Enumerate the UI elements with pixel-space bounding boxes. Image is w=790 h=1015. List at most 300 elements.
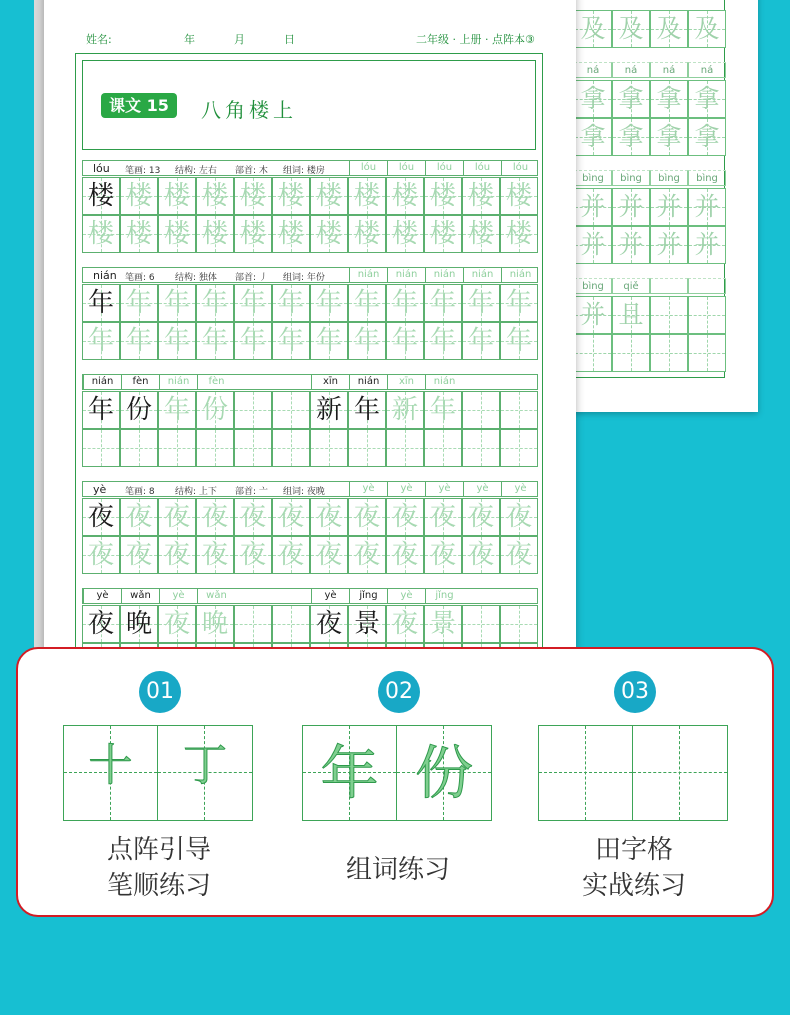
cell-guide-v [519, 606, 520, 642]
cell-char: 楼 [429, 181, 456, 211]
row2-cell [310, 215, 348, 253]
empty-cell [234, 605, 272, 643]
row1-cell [500, 284, 538, 322]
back-cell [612, 80, 650, 118]
feature-number-badge: 01 [139, 671, 181, 713]
cell-char: 夜 [277, 540, 304, 570]
cell-guide-v [481, 606, 482, 642]
back-cell [612, 296, 650, 334]
back-char: 并 [580, 192, 606, 221]
cell-char: 年 [125, 326, 152, 356]
row2-cell [158, 215, 196, 253]
empty-cell [234, 429, 272, 467]
back-pinyin: ná [688, 62, 726, 78]
word-trace-cell [386, 605, 424, 643]
back-cell [650, 118, 688, 156]
worksheet-frame [75, 53, 543, 653]
row1-cell [310, 284, 348, 322]
empty-cell [272, 605, 310, 643]
cell-char: 楼 [391, 181, 418, 211]
feature-3 [538, 649, 778, 919]
cell-char: 夜 [315, 502, 342, 532]
back-char: 拿 [656, 122, 682, 151]
row2-cell [424, 215, 462, 253]
cell-char: 楼 [163, 181, 190, 211]
cell-char: 夜 [467, 540, 494, 570]
cell-char: 夜 [201, 502, 228, 532]
row2-cell [462, 215, 500, 253]
cell-char: 楼 [505, 219, 532, 249]
row1-cell [500, 177, 538, 215]
cell-char: 年 [87, 326, 114, 356]
cell-char: 年 [315, 326, 342, 356]
cell-char: 年 [201, 288, 228, 318]
feature-1 [63, 649, 303, 919]
row1-cell [348, 284, 386, 322]
cell-char: 楼 [315, 181, 342, 211]
back-char: 拿 [618, 84, 644, 113]
word-trace-cell [196, 391, 234, 429]
row2-cell [272, 215, 310, 253]
lesson-title-box [82, 60, 536, 150]
back-pinyin: ná [650, 62, 688, 78]
back-pinyin: qiě [612, 278, 650, 294]
back-cell [574, 334, 612, 372]
word-pinyin: wǎn [121, 589, 159, 603]
cell-char: 楼 [353, 219, 380, 249]
row1-cell [348, 177, 386, 215]
word-cell [82, 605, 120, 643]
book-label: 二年级 · 上册 · 点阵本③ [416, 33, 535, 46]
row2-cell [310, 322, 348, 360]
cell-char: 晚 [201, 609, 228, 639]
row2-cell [348, 322, 386, 360]
cell-guide-v [253, 606, 254, 642]
back-cell [650, 334, 688, 372]
back-char: 拿 [618, 122, 644, 151]
row2-cell [120, 536, 158, 574]
cell-guide-v [519, 430, 520, 466]
cell-char: 景 [429, 609, 456, 639]
cell-char: 份 [201, 395, 228, 425]
empty-cell [386, 429, 424, 467]
year-label: 年 [184, 33, 195, 46]
cell-guide-v [291, 430, 292, 466]
cell-char: 夜 [239, 502, 266, 532]
cell-char: 年 [163, 395, 190, 425]
cell-char: 夜 [87, 609, 114, 639]
row2-cell [386, 536, 424, 574]
back-char: 并 [656, 192, 682, 221]
char-meta: 结构: 上下 [175, 487, 217, 497]
back-cell [688, 118, 726, 156]
row2-cell [234, 536, 272, 574]
back-cell [612, 334, 650, 372]
word-trace-cell [386, 391, 424, 429]
cell-guide-v [669, 297, 670, 333]
pinyin-trace-cell: lóu [501, 161, 539, 175]
row2-cell [234, 215, 272, 253]
row1-cell [120, 498, 158, 536]
empty-cell [462, 429, 500, 467]
cell-char: 夜 [163, 502, 190, 532]
back-cell [650, 188, 688, 226]
empty-cell [158, 429, 196, 467]
lesson-badge: 课文 15 [101, 93, 177, 118]
back-pinyin: ná [612, 62, 650, 78]
row2-cell [120, 215, 158, 253]
row1-cell [272, 284, 310, 322]
demo-dotted-char: 十 [88, 740, 133, 791]
empty-cell [348, 429, 386, 467]
row1-cell [82, 177, 120, 215]
cell-char: 新 [315, 395, 342, 425]
cell-char: 夜 [391, 502, 418, 532]
demo-guide-v [679, 726, 680, 820]
feature-card [16, 647, 774, 917]
feature-2 [302, 649, 542, 919]
row2-cell [348, 536, 386, 574]
row2-cell [500, 215, 538, 253]
word-pinyin-trace: yè [387, 589, 425, 603]
pinyin-trace-cell: yè [387, 482, 425, 496]
word-trace-cell [158, 605, 196, 643]
cell-guide-v [177, 430, 178, 466]
cell-char: 夜 [239, 540, 266, 570]
cell-char: 年 [163, 288, 190, 318]
empty-cell [120, 429, 158, 467]
pinyin-trace-cell: yè [501, 482, 539, 496]
demo-dotted-char: 丁 [183, 740, 227, 791]
back-cell [688, 188, 726, 226]
cell-guide-v [481, 392, 482, 428]
cell-char: 夜 [391, 540, 418, 570]
back-cell [688, 296, 726, 334]
row1-cell [386, 284, 424, 322]
back-char: 拿 [694, 84, 720, 113]
row2-cell [158, 536, 196, 574]
pinyin-line [82, 160, 538, 176]
tian-demo-cell [397, 726, 491, 820]
back-cell [688, 80, 726, 118]
back-pinyin: bìng [574, 278, 612, 294]
empty-cell [272, 391, 310, 429]
empty-cell [462, 605, 500, 643]
cell-char: 楼 [277, 181, 304, 211]
cell-char: 楼 [467, 219, 494, 249]
pinyin-main: nián [93, 269, 117, 282]
cell-char: 年 [277, 288, 304, 318]
char-meta: 部首: 亠 [235, 487, 268, 497]
back-cell [688, 226, 726, 264]
back-char: 及 [580, 14, 606, 43]
char-meta: 笔画: 13 [125, 166, 161, 176]
cell-char: 楼 [125, 181, 152, 211]
cell-char: 年 [315, 288, 342, 318]
word-pinyin: fèn [121, 375, 159, 389]
row2-cell [386, 215, 424, 253]
cell-guide-v [707, 335, 708, 371]
pinyin-trace-cell: nián [501, 268, 539, 282]
cell-char: 夜 [429, 502, 456, 532]
back-cell [574, 296, 612, 334]
word-pinyin-trace: wǎn [197, 589, 235, 603]
cell-char: 年 [353, 326, 380, 356]
back-char: 且 [618, 300, 644, 329]
lesson-title: 八角楼上 [201, 98, 297, 122]
back-cell [612, 188, 650, 226]
word-trace-cell [424, 605, 462, 643]
row1-cell [462, 177, 500, 215]
empty-cell [500, 391, 538, 429]
word-pinyin: xīn [311, 375, 349, 389]
row2-cell [462, 322, 500, 360]
word-pinyin: yè [83, 589, 121, 603]
row1-cell [196, 498, 234, 536]
cell-char: 夜 [353, 502, 380, 532]
feature-caption: 笔顺练习 [106, 871, 211, 901]
pinyin-line [82, 588, 538, 604]
cell-char: 年 [391, 326, 418, 356]
cell-guide-v [443, 430, 444, 466]
back-worksheet-grid [573, 0, 725, 378]
cell-char: 楼 [429, 219, 456, 249]
char-meta: 部首: 丿 [235, 273, 268, 283]
row2-cell [82, 322, 120, 360]
back-cell [650, 226, 688, 264]
back-char: 及 [618, 14, 644, 43]
back-cell [612, 118, 650, 156]
tian-demo-cell [633, 726, 727, 820]
word-cell [120, 605, 158, 643]
word-cell [310, 605, 348, 643]
pinyin-trace-cell: yè [425, 482, 463, 496]
feature-caption: 组词练习 [345, 855, 450, 885]
cell-char: 年 [239, 288, 266, 318]
back-cell [650, 10, 688, 48]
back-pinyin [688, 278, 726, 294]
back-cell [574, 226, 612, 264]
cell-char: 夜 [315, 609, 342, 639]
cell-guide-v [367, 430, 368, 466]
feature-number-badge: 02 [378, 671, 420, 713]
cell-char: 楼 [87, 181, 114, 211]
cell-char: 年 [239, 326, 266, 356]
row1-cell [82, 498, 120, 536]
name-label: 姓名: [86, 33, 112, 46]
row1-cell [424, 284, 462, 322]
row1-cell [424, 177, 462, 215]
pinyin-main: lóu [93, 162, 110, 175]
row1-cell [120, 284, 158, 322]
empty-cell [500, 605, 538, 643]
row1-cell [120, 177, 158, 215]
pinyin-trace-cell: yè [463, 482, 501, 496]
tian-demo-cell [303, 726, 397, 820]
cell-char: 年 [429, 288, 456, 318]
cell-char: 新 [391, 395, 418, 425]
word-trace-cell [158, 391, 196, 429]
cell-char: 年 [353, 395, 380, 425]
cell-char: 楼 [87, 219, 114, 249]
empty-cell [462, 391, 500, 429]
row2-cell [158, 322, 196, 360]
back-char: 并 [618, 230, 644, 259]
cell-char: 年 [201, 326, 228, 356]
cell-char: 楼 [201, 219, 228, 249]
cell-char: 年 [467, 288, 494, 318]
demo-dotted-char: 年 [320, 739, 379, 807]
row1-cell [158, 177, 196, 215]
row1-cell [386, 498, 424, 536]
cell-char: 年 [505, 326, 532, 356]
cell-char: 夜 [353, 540, 380, 570]
cell-char: 晚 [125, 609, 152, 639]
cell-char: 楼 [467, 181, 494, 211]
cell-char: 楼 [201, 181, 228, 211]
char-meta: 部首: 木 [235, 166, 268, 176]
word-pinyin: nián [349, 375, 387, 389]
back-cell [688, 334, 726, 372]
cell-guide-v [215, 430, 216, 466]
cell-char: 楼 [239, 181, 266, 211]
demo-guide-h [633, 772, 727, 773]
empty-cell [234, 391, 272, 429]
cell-char: 楼 [391, 219, 418, 249]
back-pinyin: bìng [574, 170, 612, 186]
pinyin-line [82, 481, 538, 497]
tian-demo-cell [64, 726, 158, 820]
cell-char: 夜 [163, 609, 190, 639]
word-pinyin: jǐng [349, 589, 387, 603]
cell-char: 年 [467, 326, 494, 356]
row2-cell [310, 536, 348, 574]
cell-guide-v [253, 392, 254, 428]
tian-demo-cell [539, 726, 633, 820]
row1-cell [158, 498, 196, 536]
word-pinyin: nián [83, 375, 121, 389]
cell-guide-v [519, 392, 520, 428]
row1-cell [196, 284, 234, 322]
cell-char: 楼 [239, 219, 266, 249]
word-pinyin-trace: yè [159, 589, 197, 603]
back-char: 并 [618, 192, 644, 221]
back-pinyin: bìng [650, 170, 688, 186]
row1-cell [424, 498, 462, 536]
back-char: 及 [694, 14, 720, 43]
back-cell [612, 226, 650, 264]
cell-guide-v [405, 430, 406, 466]
cell-char: 年 [505, 288, 532, 318]
cell-char: 楼 [163, 219, 190, 249]
row1-cell [462, 498, 500, 536]
demo-guide-h [539, 772, 632, 773]
row1-cell [386, 177, 424, 215]
char-meta: 笔画: 8 [125, 487, 155, 497]
char-meta: 组词: 年份 [283, 273, 325, 283]
cell-char: 年 [353, 288, 380, 318]
cell-guide-v [101, 430, 102, 466]
empty-cell [424, 429, 462, 467]
demo-guide-v [585, 726, 586, 820]
cell-char: 年 [429, 326, 456, 356]
cell-char: 楼 [315, 219, 342, 249]
row1-cell [500, 498, 538, 536]
pinyin-trace-cell: nián [425, 268, 463, 282]
back-char: 拿 [694, 122, 720, 151]
row1-cell [272, 498, 310, 536]
row2-cell [386, 322, 424, 360]
row1-cell [82, 284, 120, 322]
feature-caption: 点阵引导 [106, 835, 211, 865]
word-pinyin-trace: fèn [197, 375, 235, 389]
char-practice-row [82, 481, 538, 581]
front-worksheet-page [44, 0, 576, 650]
cell-char: 夜 [277, 502, 304, 532]
tian-demo-cell [158, 726, 252, 820]
back-char: 及 [656, 14, 682, 43]
cell-guide-v [291, 392, 292, 428]
cell-char: 年 [87, 395, 114, 425]
cell-char: 夜 [125, 502, 152, 532]
row1-cell [462, 284, 500, 322]
pinyin-trace-cell: lóu [463, 161, 501, 175]
word-pinyin-trace: nián [425, 375, 463, 389]
char-meta: 组词: 楼房 [283, 166, 325, 176]
row1-cell [272, 177, 310, 215]
cell-char: 夜 [201, 540, 228, 570]
word-cell [348, 391, 386, 429]
back-cell [574, 188, 612, 226]
char-practice-row [82, 267, 538, 367]
row2-cell [196, 536, 234, 574]
row2-cell [462, 536, 500, 574]
pinyin-trace-cell: nián [463, 268, 501, 282]
back-char: 并 [694, 192, 720, 221]
empty-cell [500, 429, 538, 467]
row1-cell [234, 284, 272, 322]
empty-cell [272, 429, 310, 467]
tian-demo-grid [302, 725, 492, 821]
back-char: 并 [580, 230, 606, 259]
word-pinyin: yè [311, 589, 349, 603]
word-trace-cell [424, 391, 462, 429]
cell-char: 年 [277, 326, 304, 356]
row2-cell [272, 322, 310, 360]
back-cell [574, 10, 612, 48]
row2-cell [120, 322, 158, 360]
demo-dotted-char: 份 [414, 739, 473, 807]
back-char: 并 [656, 230, 682, 259]
cell-char: 份 [125, 395, 152, 425]
cell-char: 夜 [87, 540, 114, 570]
cell-guide-v [631, 335, 632, 371]
cell-char: 楼 [125, 219, 152, 249]
row2-cell [82, 536, 120, 574]
word-cell [310, 391, 348, 429]
back-char: 并 [580, 300, 606, 329]
row1-cell [348, 498, 386, 536]
back-pinyin: bìng [688, 170, 726, 186]
cell-guide-v [253, 430, 254, 466]
word-practice-row [82, 374, 538, 474]
row2-cell [82, 215, 120, 253]
pinyin-line [82, 374, 538, 390]
day-label: 日 [284, 33, 295, 46]
row2-cell [500, 536, 538, 574]
feature-number-badge: 03 [614, 671, 656, 713]
month-label: 月 [234, 33, 245, 46]
